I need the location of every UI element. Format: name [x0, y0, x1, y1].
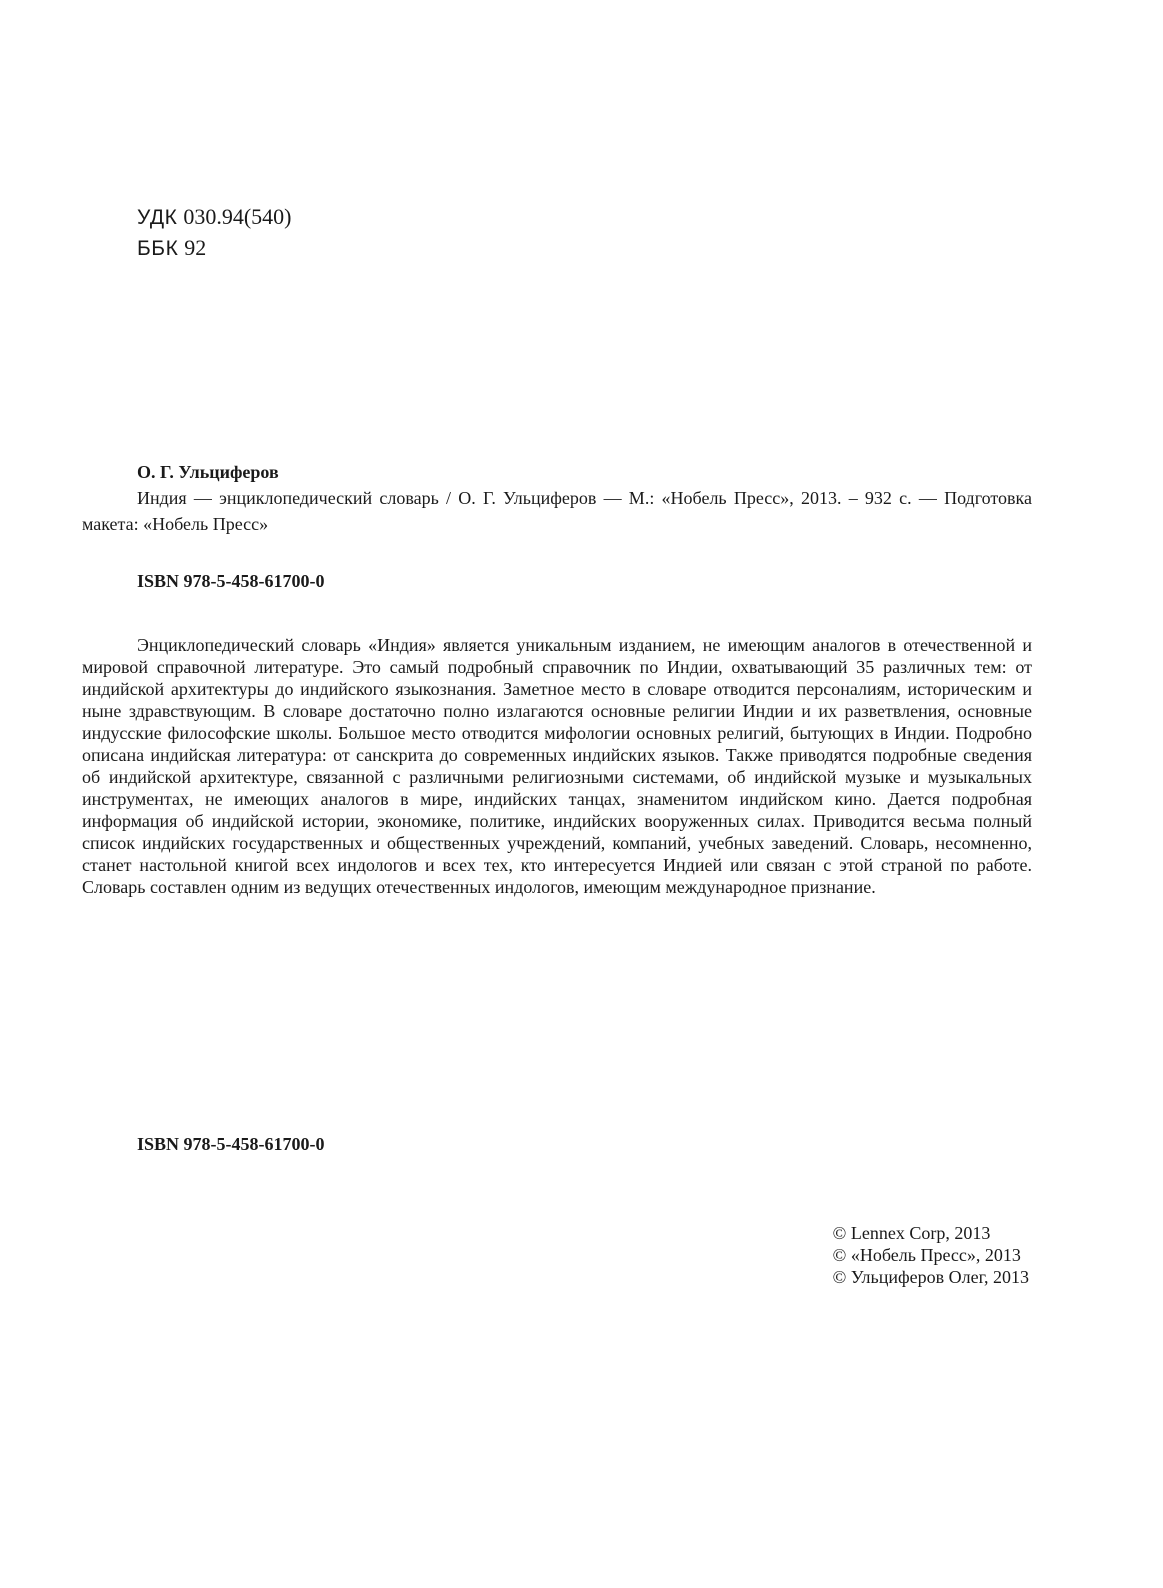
udk-value: 030.94(540) [183, 204, 292, 229]
copyright-line: © Lennex Corp, 2013 [832, 1223, 991, 1243]
bbk-row [137, 233, 292, 264]
classification-block [137, 202, 292, 264]
udk-row [137, 202, 292, 233]
copyright-block [833, 1222, 1029, 1288]
bbk-value: 92 [184, 235, 207, 260]
author-name: О. Г. Ульциферов [137, 462, 279, 482]
bbk-label: ББК [137, 237, 179, 260]
copyright-line: © Ульциферов Олег, 2013 [832, 1267, 1029, 1287]
udk-label: УДК [137, 206, 178, 229]
isbn-top: ISBN 978-5-458-61700-0 [137, 571, 325, 591]
isbn-bottom: ISBN 978-5-458-61700-0 [137, 1134, 325, 1154]
copyright-line: © «Нобель Пресс», 2013 [832, 1245, 1021, 1265]
bibliographic-record [82, 459, 1032, 537]
annotation-paragraph: Энциклопедический словарь «Индия» является уникальным изданием, не имеющим аналогов в отечественной и мировой справочной литературе. Это самый подробный справочник по Индии, охватывающий 35 различных тем: от индийской архитектуры до индийского языкознания. Заметное место в словаре отводится персоналиям, историческим и ныне здравствующим. В словаре достаточно полно излагаются основные религии Индии и их разветвления, основные индусские философские школы. Большое место отводится мифологии основных религий, бытующих в Индии. Подробно описана индийская литература: от санскрита до современных индийских языков. Также приводятся подробные сведения об индийской архитектуре, связанной с различными религиозными системами, об индийской музыке и музыкальных инструментах, не имеющих аналогов в мире, индийских танцах, знаменитом индийском кино. Дается подробная информация об индийской истории, экономике, политике, индийских вооруженных силах. Приводится весьма полный список индийских государственных и общественных учреждений, компаний, учебных заведений. Словарь, несомненно, станет настольной книгой всех индологов и всех тех, кто интересуется Индией или связан с этой страной по работе. Словарь составлен одним из ведущих отечественных индологов, имеющим международное признание. [82, 635, 1032, 897]
bibliographic-description: Индия — энциклопедический словарь / О. Г. Ульциферов — М.: «Нобель Пресс», 2013. – 932 с. — Подготовка макета: «Нобель Пресс» [82, 488, 1032, 534]
